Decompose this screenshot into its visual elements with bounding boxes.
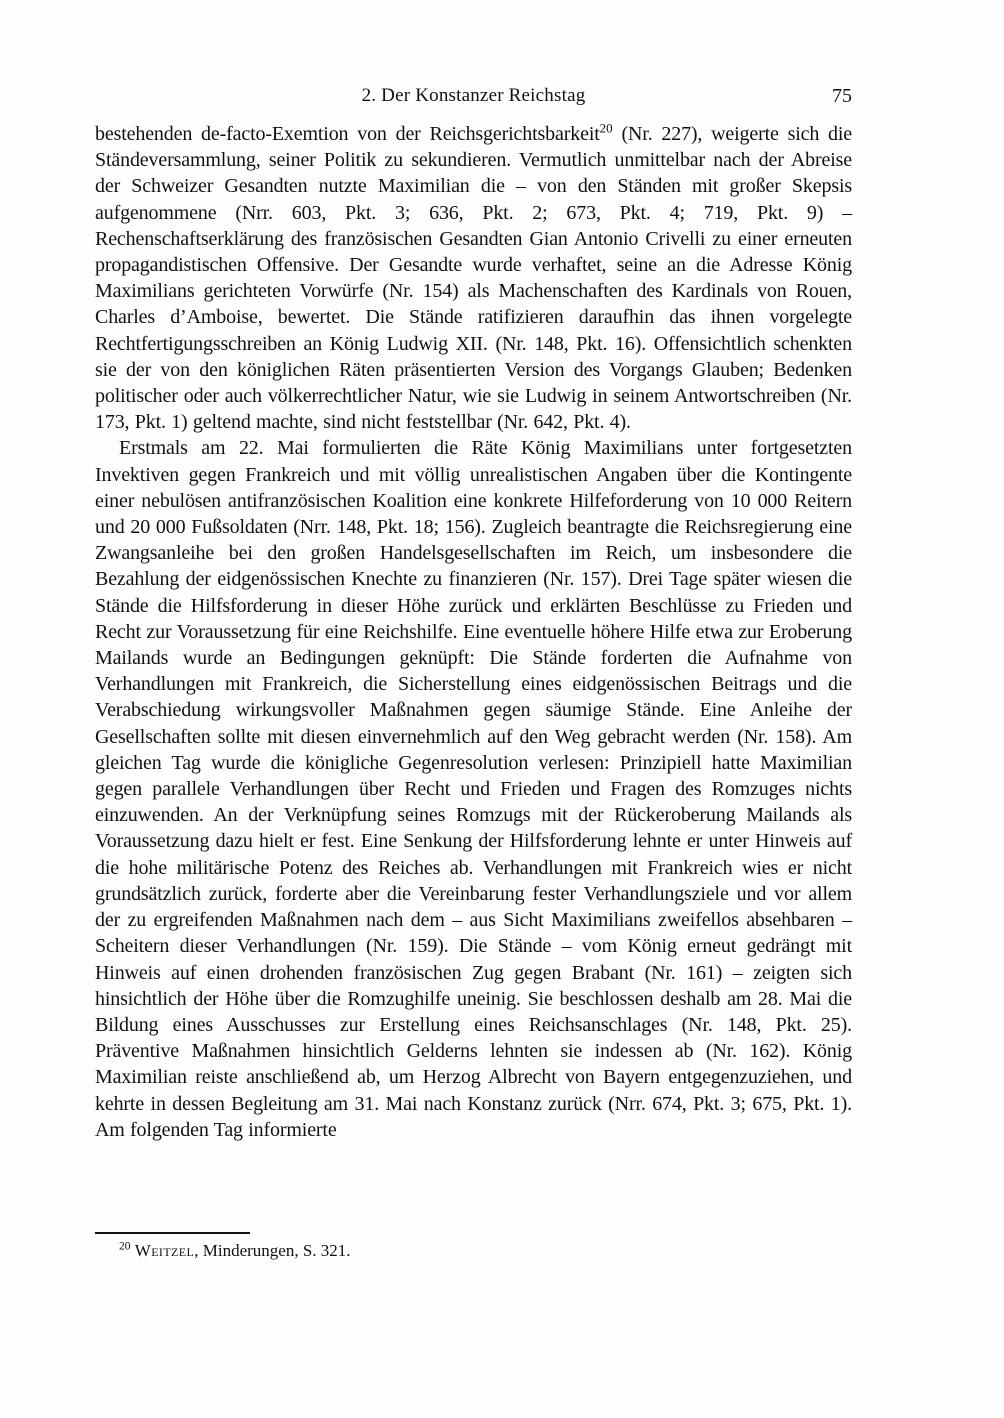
- body-text: [95, 121, 852, 1143]
- page-number: 75: [832, 85, 852, 107]
- paragraph-1-text-after-ref: (Nr. 227), weigerte sich die Ständeversammlung, seiner Politik zu sekundieren. Vermutlich unmittelbar nach der Abreise der Schweizer Gesandten nutzte Maximilian die – von den Ständen mit großer Skepsis aufgenommene (Nrr. 603, Pkt. 3; 636, Pkt. 2; 673, Pkt. 4; 719, Pkt. 9) – Rechenschaftserklärung des französischen Gesandten Gian Antonio Crivelli zu einer erneuten propagandistischen Offensive. Der Gesandte wurde verhaftet, seine an die Adresse König Maximilians gerichteten Vorwürfe (Nr. 154) als Machenschaften des Kardinals von Rouen, Charles d’Amboise, bewertet. Die Stände ratifizieren daraufhin das ihnen vorgelegte Rechtfertigungsschreiben an König Ludwig XII. (Nr. 148, Pkt. 16). Offensichtlich schenkten sie der von den königlichen Räten präsentierten Version des Vorgangs Glauben; Bedenken politischer oder auch völkerrechtlicher Natur, wie sie Ludwig in seinem Antwortschreiben (Nr. 173, Pkt. 1) geltend machte, sind nicht feststellbar (Nr. 642, Pkt. 4).: [95, 123, 853, 434]
- footnote-text: , Minderungen, S. 321.: [194, 1241, 351, 1260]
- footnote-area: [95, 1232, 852, 1262]
- paragraph-1: [95, 121, 852, 435]
- footnote-author: Weitzel: [134, 1241, 195, 1260]
- paragraph-1-text-before-ref: bestehenden de-facto-Exemtion von der Reichsgerichtsbarkeit: [95, 123, 600, 145]
- footnote-marker: 20: [119, 1240, 131, 1253]
- footnote-20: [95, 1240, 852, 1262]
- footnote-reference-20: 20: [599, 120, 613, 136]
- running-header: [95, 83, 852, 109]
- paragraph-2: Erstmals am 22. Mai formulierten die Räte König Maximilians unter fortgesetzten Invektiven gegen Frankreich und mit völlig unrealistischen Angaben über die Kontingente einer nebulösen antifranzösischen Koalition eine konkrete Hilfeforderung von 10 000 Reitern und 20 000 Fußsoldaten (Nrr. 148, Pkt. 18; 156). Zugleich beantragte die Reichsregierung eine Zwangsanleihe bei den großen Handelsgesellschaften im Reich, um insbesondere die Bezahlung der eidgenössischen Knechte zu finanzieren (Nr. 157). Drei Tage später wiesen die Stände die Hilfsforderung in dieser Höhe zurück und erklärten Beschlüsse zu Frieden und Recht zur Voraussetzung für eine Reichshilfe. Eine eventuelle höhere Hilfe etwa zur Eroberung Mailands wurde an Bedingungen geknüpft: Die Stände forderten die Aufnahme von Verhandlungen mit Frankreich, die Sicherstellung eines eidgenössischen Beitrags und die Verabschiedung wirkungsvoller Maßnahmen gegen säumige Stände. Eine Anleihe der Gesellschaften sollte mit diesen einvernehmlich auf den Weg gebracht werden (Nr. 158). Am gleichen Tag wurde die königliche Gegenresolution verlesen: Prinzipiell hatte Maximilian gegen parallele Verhandlungen über Recht und Frieden und Fragen des Romzuges nichts einzuwenden. An der Verknüpfung seines Romzugs mit der Rückeroberung Mailands als Voraussetzung dazu hielt er fest. Eine Senkung der Hilfsforderung lehnte er unter Hinweis auf die hohe militärische Potenz des Reiches ab. Verhandlungen mit Frankreich wies er nicht grundsätzlich zurück, forderte aber die Vereinbarung fester Verhandlungsziele und vor allem der zu ergreifenden Maßnahmen nach dem – aus Sicht Maximilians zweifellos absehbaren – Scheitern dieser Verhandlungen (Nr. 159). Die Stände – vom König erneut gedrängt mit Hinweis auf einen drohenden französischen Zug gegen Brabant (Nr. 161) – zeigten sich hinsichtlich der Höhe über die Romzughilfe uneinig. Sie beschlossen deshalb am 28. Mai die Bildung eines Ausschusses zur Erstellung eines Reichsanschlages (Nr. 148, Pkt. 25). Präventive Maßnahmen hinsichtlich Gelderns lehnten sie indessen ab (Nr. 162). König Maximilian reiste anschließend ab, um Herzog Albrecht von Bayern entgegenzuziehen, und kehrte in dessen Begleitung am 31. Mai nach Konstanz zurück (Nrr. 674, Pkt. 3; 675, Pkt. 1). Am folgenden Tag informierte: [95, 437, 852, 1141]
- footnote-separator-rule: [95, 1232, 250, 1234]
- running-head-title: 2. Der Konstanzer Reichstag: [361, 85, 586, 106]
